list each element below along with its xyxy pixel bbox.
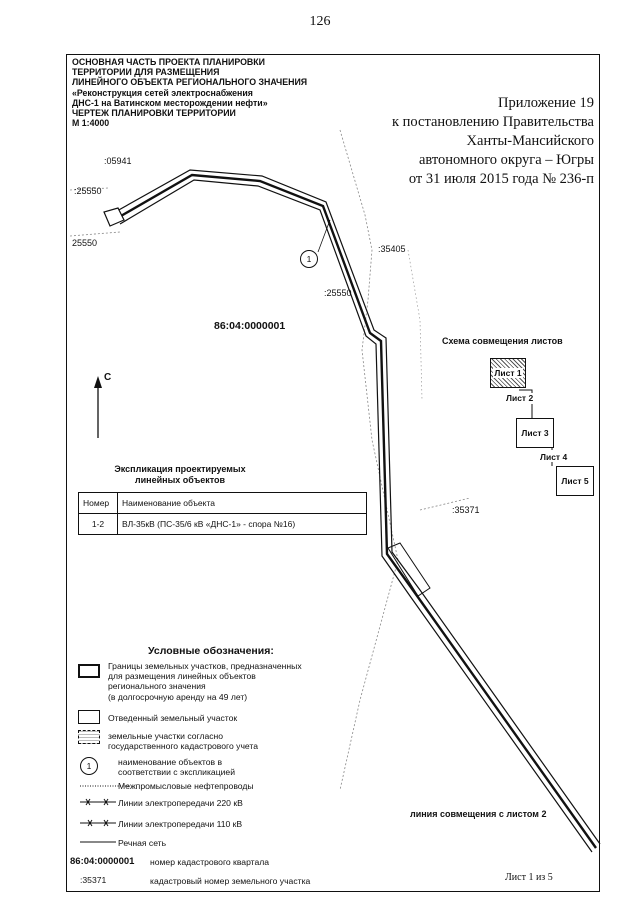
explication-table [78, 492, 367, 535]
scheme-sheet-1: Лист 1 [490, 358, 526, 388]
parcel-label: :05941 [104, 156, 132, 166]
legend-text: Границы земельных участков, предназначенных [108, 661, 302, 671]
parcel-label: 25550 [72, 238, 98, 248]
legend-parcel-code: :35371 [80, 875, 107, 885]
title-line: ТЕРРИТОРИИ ДЛЯ РАЗМЕЩЕНИЯ [72, 67, 220, 78]
header-name: Наименование объекта [118, 493, 367, 514]
legend-object-names [118, 757, 235, 777]
legend-parcel-desc: кадастровый номер земельного участка [150, 876, 311, 886]
scale: М 1:4000 [72, 118, 110, 129]
scheme-sheet-2: Лист 2 [506, 393, 534, 403]
appendix-line: автономного округа – Югры [418, 152, 594, 168]
explication-title [80, 464, 280, 486]
legend-text: для размещения линейных объектов [108, 671, 256, 682]
title-line: ЧЕРТЕЖ ПЛАНИРОВКИ ТЕРРИТОРИИ [72, 108, 236, 119]
legend-boundary-symbol [78, 664, 100, 678]
row-name: ВЛ-35кВ (ПС-35/6 кВ «ДНС-1» - спора №16) [118, 514, 367, 535]
parcel-label: :25550 [324, 288, 352, 298]
power-220-symbol [80, 799, 116, 805]
marker-leader [318, 220, 330, 252]
legend-text: государственного кадастрового учета [108, 741, 259, 752]
north-arrow [94, 376, 102, 438]
north-label: С [104, 372, 112, 383]
legend-symbols [80, 786, 130, 842]
legend-river: Речная сеть [118, 838, 167, 848]
legend-text: земельные участки согласно [108, 731, 224, 741]
scheme-sheet-4: Лист 4 [540, 452, 568, 462]
legend-boundaries [108, 661, 302, 702]
appendix-line: Ханты-Мансийского [466, 133, 594, 149]
legend-text: соответствии с экспликацией [118, 767, 236, 778]
table-row [79, 514, 367, 535]
power-110-symbol [80, 820, 116, 826]
header-number: Номер [79, 493, 118, 514]
legend-quarter-desc: номер кадастрового квартала [150, 857, 270, 867]
parcel-boundary-line [70, 232, 120, 236]
legend-allotted: Отведенный земельный участок [108, 713, 238, 723]
parcel-label: :35371 [452, 505, 480, 515]
cadastral-quarter-label: 86:04:0000001 [214, 320, 286, 332]
legend-text: наименование объектов в [118, 757, 223, 767]
appendix-line: от 31 июля 2015 года № 236-п [408, 171, 594, 187]
legend-marker-symbol: 1 [80, 757, 98, 775]
scheme-title: Схема совмещения листов [442, 336, 563, 346]
scheme-sheet-5: Лист 5 [556, 466, 594, 496]
parcel-label: :35405 [378, 244, 406, 254]
appendix-block [380, 94, 594, 189]
legend-power-220: Линии электропередачи 220 кВ [118, 798, 243, 808]
appendix-line: Приложение 19 [498, 95, 594, 111]
sheet-title-block [72, 57, 362, 128]
scheme-sheet-3: Лист 3 [516, 418, 554, 448]
legend-pipelines: Межпромысловые нефтепроводы [118, 781, 254, 791]
explication-title-line: Экспликация проектируемых [114, 464, 246, 474]
corridor-widening [388, 543, 430, 596]
legend-text: регионального значения [108, 681, 206, 692]
legend-cadastral-symbol [78, 730, 100, 744]
row-number: 1-2 [79, 514, 118, 535]
combine-line-label: линия совмещения с листом 2 [410, 809, 547, 819]
legend-cadastral [108, 731, 258, 751]
page-number: 126 [309, 14, 331, 29]
object-marker: 1 [300, 250, 318, 268]
appendix-line: к постановлению Правительства [392, 114, 594, 130]
legend-text: (в долгосрочную аренду на 49 лет) [108, 691, 248, 702]
parcel-boundary-line [408, 250, 422, 400]
parcel-label: :25550 [74, 186, 102, 196]
sheet-counter: Лист 1 из 5 [505, 872, 553, 883]
title-line: «Реконструкция сетей электроснабжения [72, 87, 253, 98]
legend-allotted-symbol [78, 710, 100, 724]
title-line: ОСНОВНАЯ ЧАСТЬ ПРОЕКТА ПЛАНИРОВКИ [72, 57, 265, 67]
table-header-row [79, 493, 367, 514]
legend-title: Условные обозначения: [148, 645, 274, 657]
title-line: ДНС-1 на Ватинском месторождении нефти» [72, 97, 268, 108]
legend-quarter-code: 86:04:0000001 [70, 856, 135, 867]
title-line: ЛИНЕЙНОГО ОБЪЕКТА РЕГИОНАЛЬНОГО ЗНАЧЕНИЯ [72, 77, 308, 88]
explication-title-line: линейных объектов [134, 475, 226, 485]
legend-power-110: Линии электропередачи 110 кВ [118, 819, 243, 829]
